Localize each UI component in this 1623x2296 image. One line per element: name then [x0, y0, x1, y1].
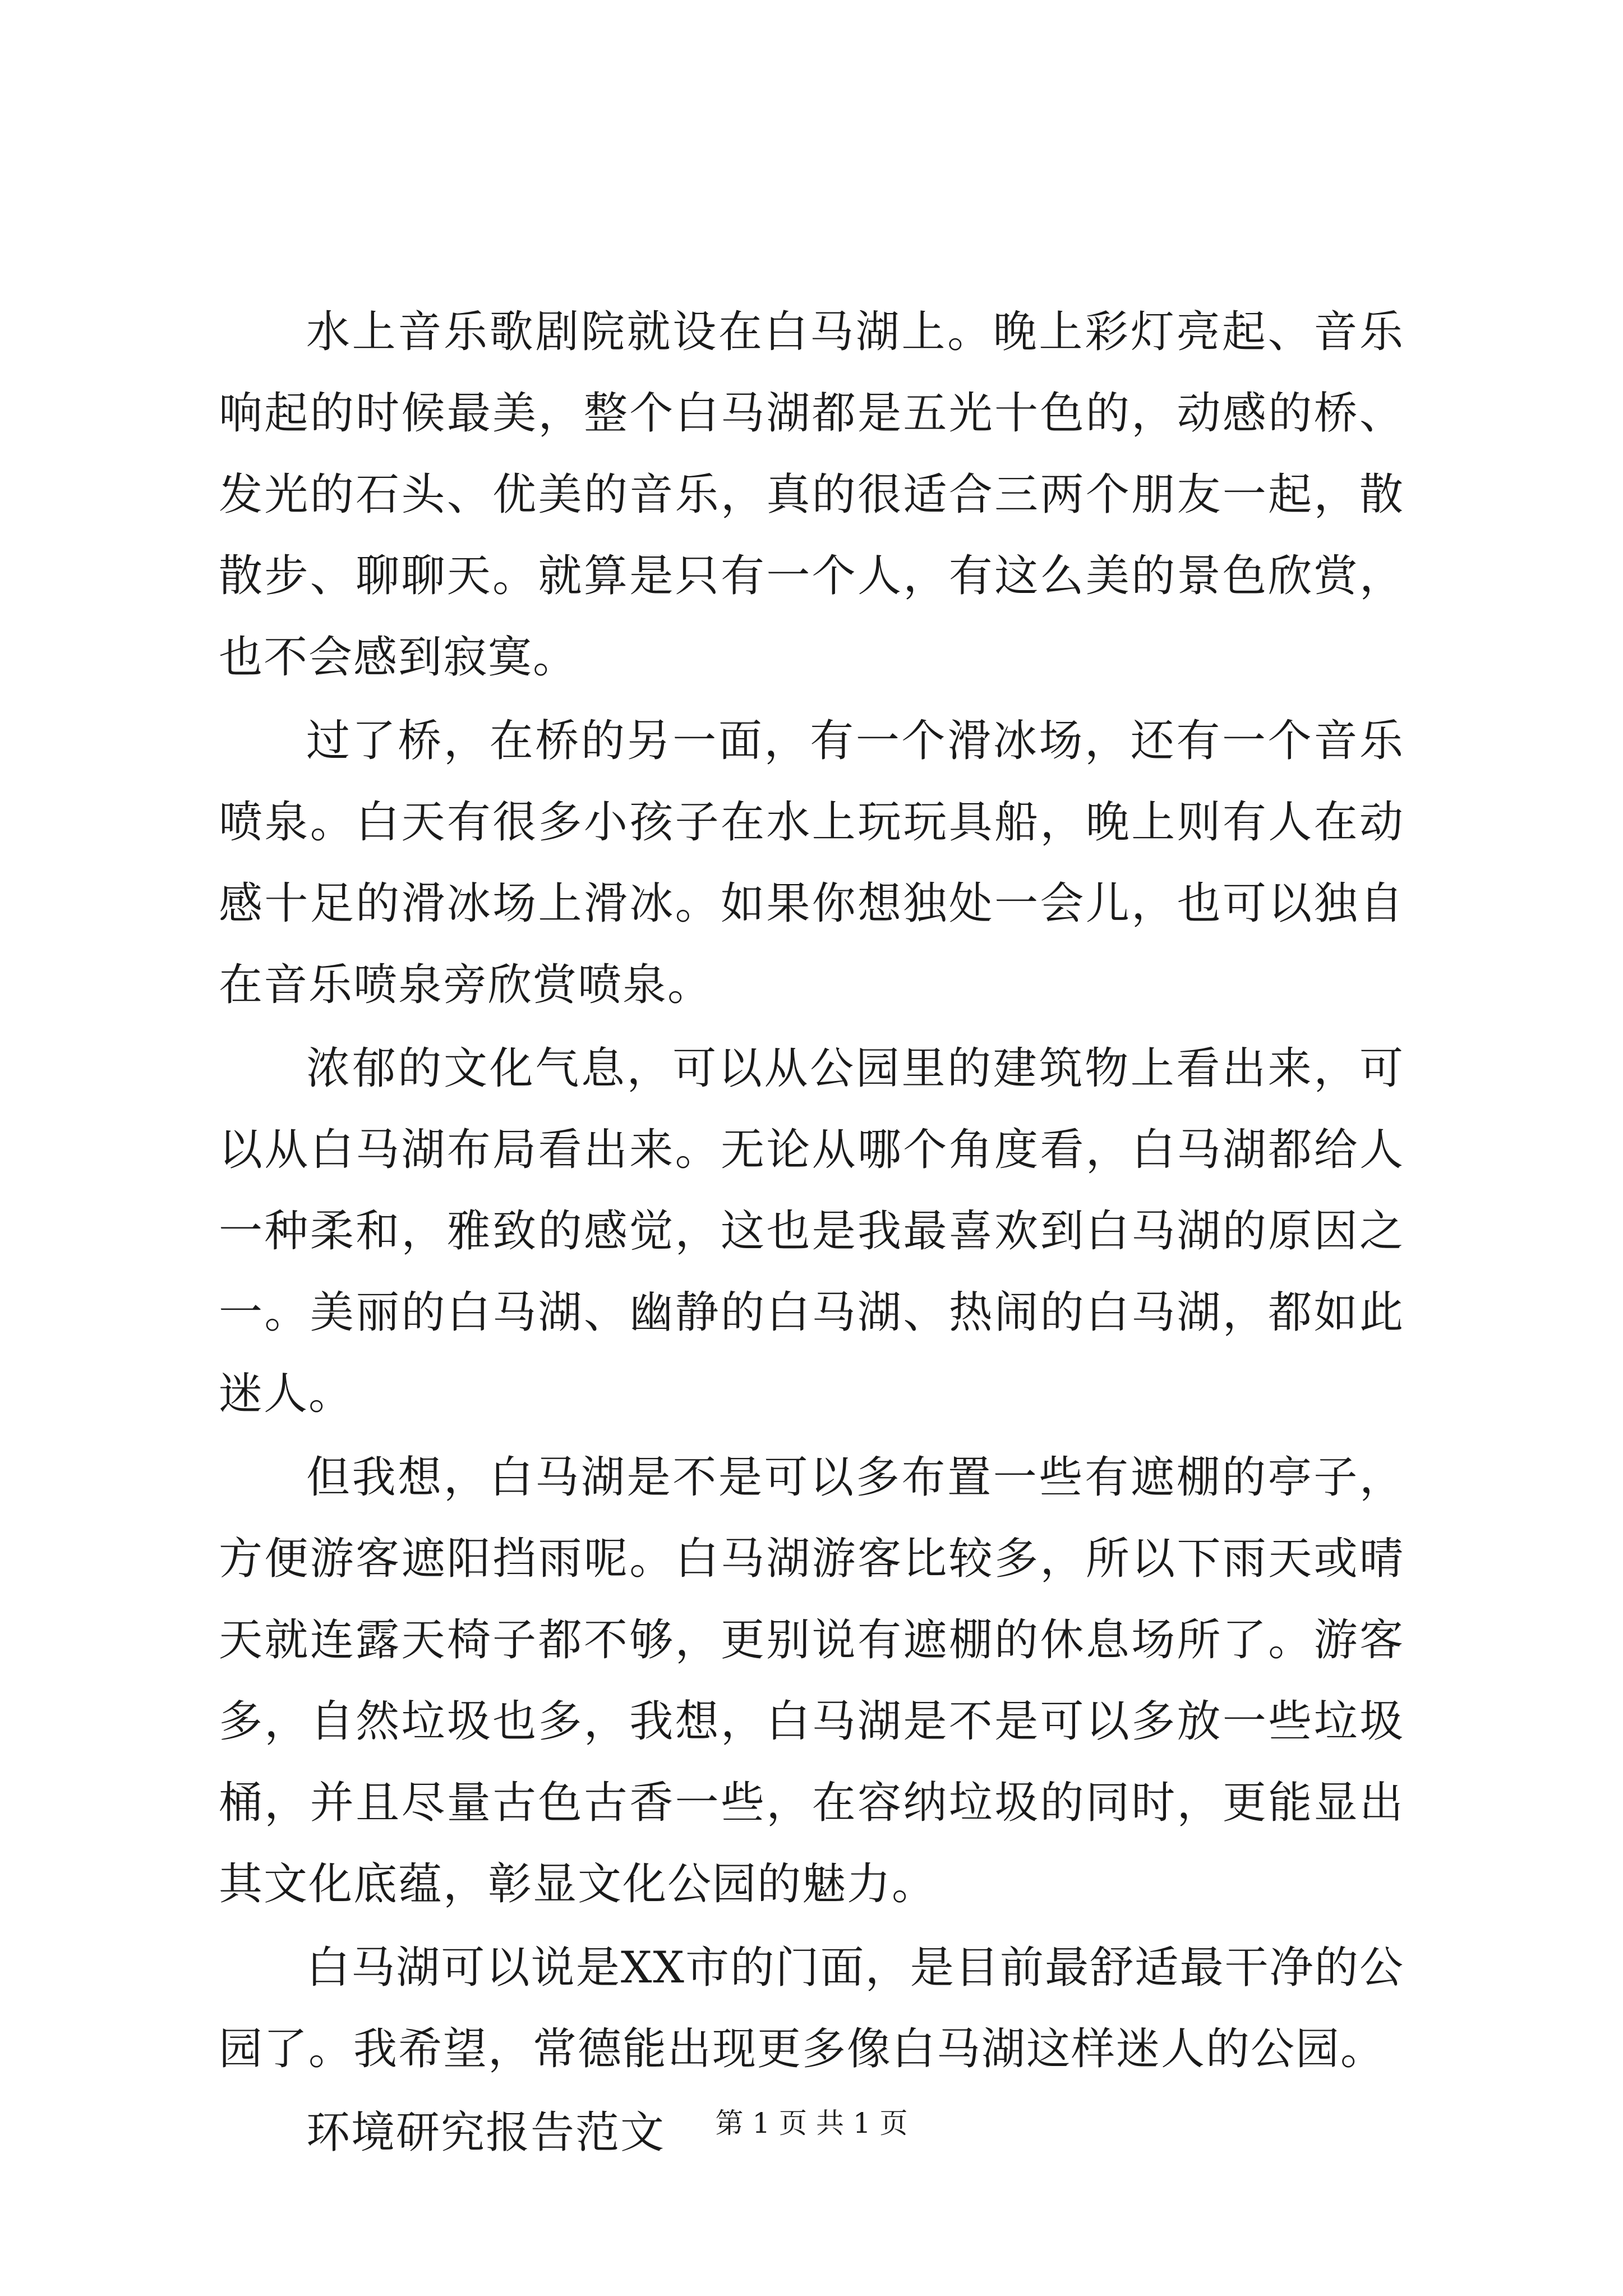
page-footer: 第 1 页 共 1 页 [715, 2107, 908, 2139]
paragraph-6: 环境研究报告范文 [306, 2108, 666, 2158]
paragraph-2: 过了桥，在桥的另一面，有一个滑冰场，还有一个音乐喷泉。白天有很多小孩子在水上玩玩具船，晚上则有人在动感十足的滑冰场上滑冰。如果你想独处一会儿，也可以独自在音乐喷泉旁欣赏喷泉。 [219, 716, 1404, 1010]
document-body [219, 292, 1404, 2174]
paragraph-5: 白马湖可以说是XX市的门面，是目前最舒适最干净的公园了。我希望，常德能出现更多像白马湖这样迷人的公园。 [219, 1943, 1404, 2074]
paragraph-3: 浓郁的文化气息，可以从公园里的建筑物上看出来，可以从白马湖布局看出来。无论从哪个角度看，白马湖都给人一种柔和，雅致的感觉，这也是我最喜欢到白马湖的原因之一。美丽的白马湖、幽静的白马湖、热闹的白马湖，都如此迷人。 [219, 1043, 1404, 1419]
paragraph-4: 但我想，白马湖是不是可以多布置一些有遮棚的亭子，方便游客遮阳挡雨呢。白马湖游客比较多，所以下雨天或晴天就连露天椅子都不够，更别说有遮棚的休息场所了。游客多，自然垃圾也多，我想，白马湖是不是可以多放一些垃圾桶，并且尽量古色古香一些，在容纳垃圾的同时，更能显出其文化底蕴，彰显文化公园的魅力。 [219, 1452, 1404, 1910]
paragraph-1: 水上音乐歌剧院就设在白马湖上。晚上彩灯亮起、音乐响起的时候最美，整个白马湖都是五光十色的，动感的桥、发光的石头、优美的音乐，真的很适合三两个朋友一起，散散步、聊聊天。就算是只有一个人，有这么美的景色欣赏，也不会感到寂寞。 [219, 307, 1404, 683]
